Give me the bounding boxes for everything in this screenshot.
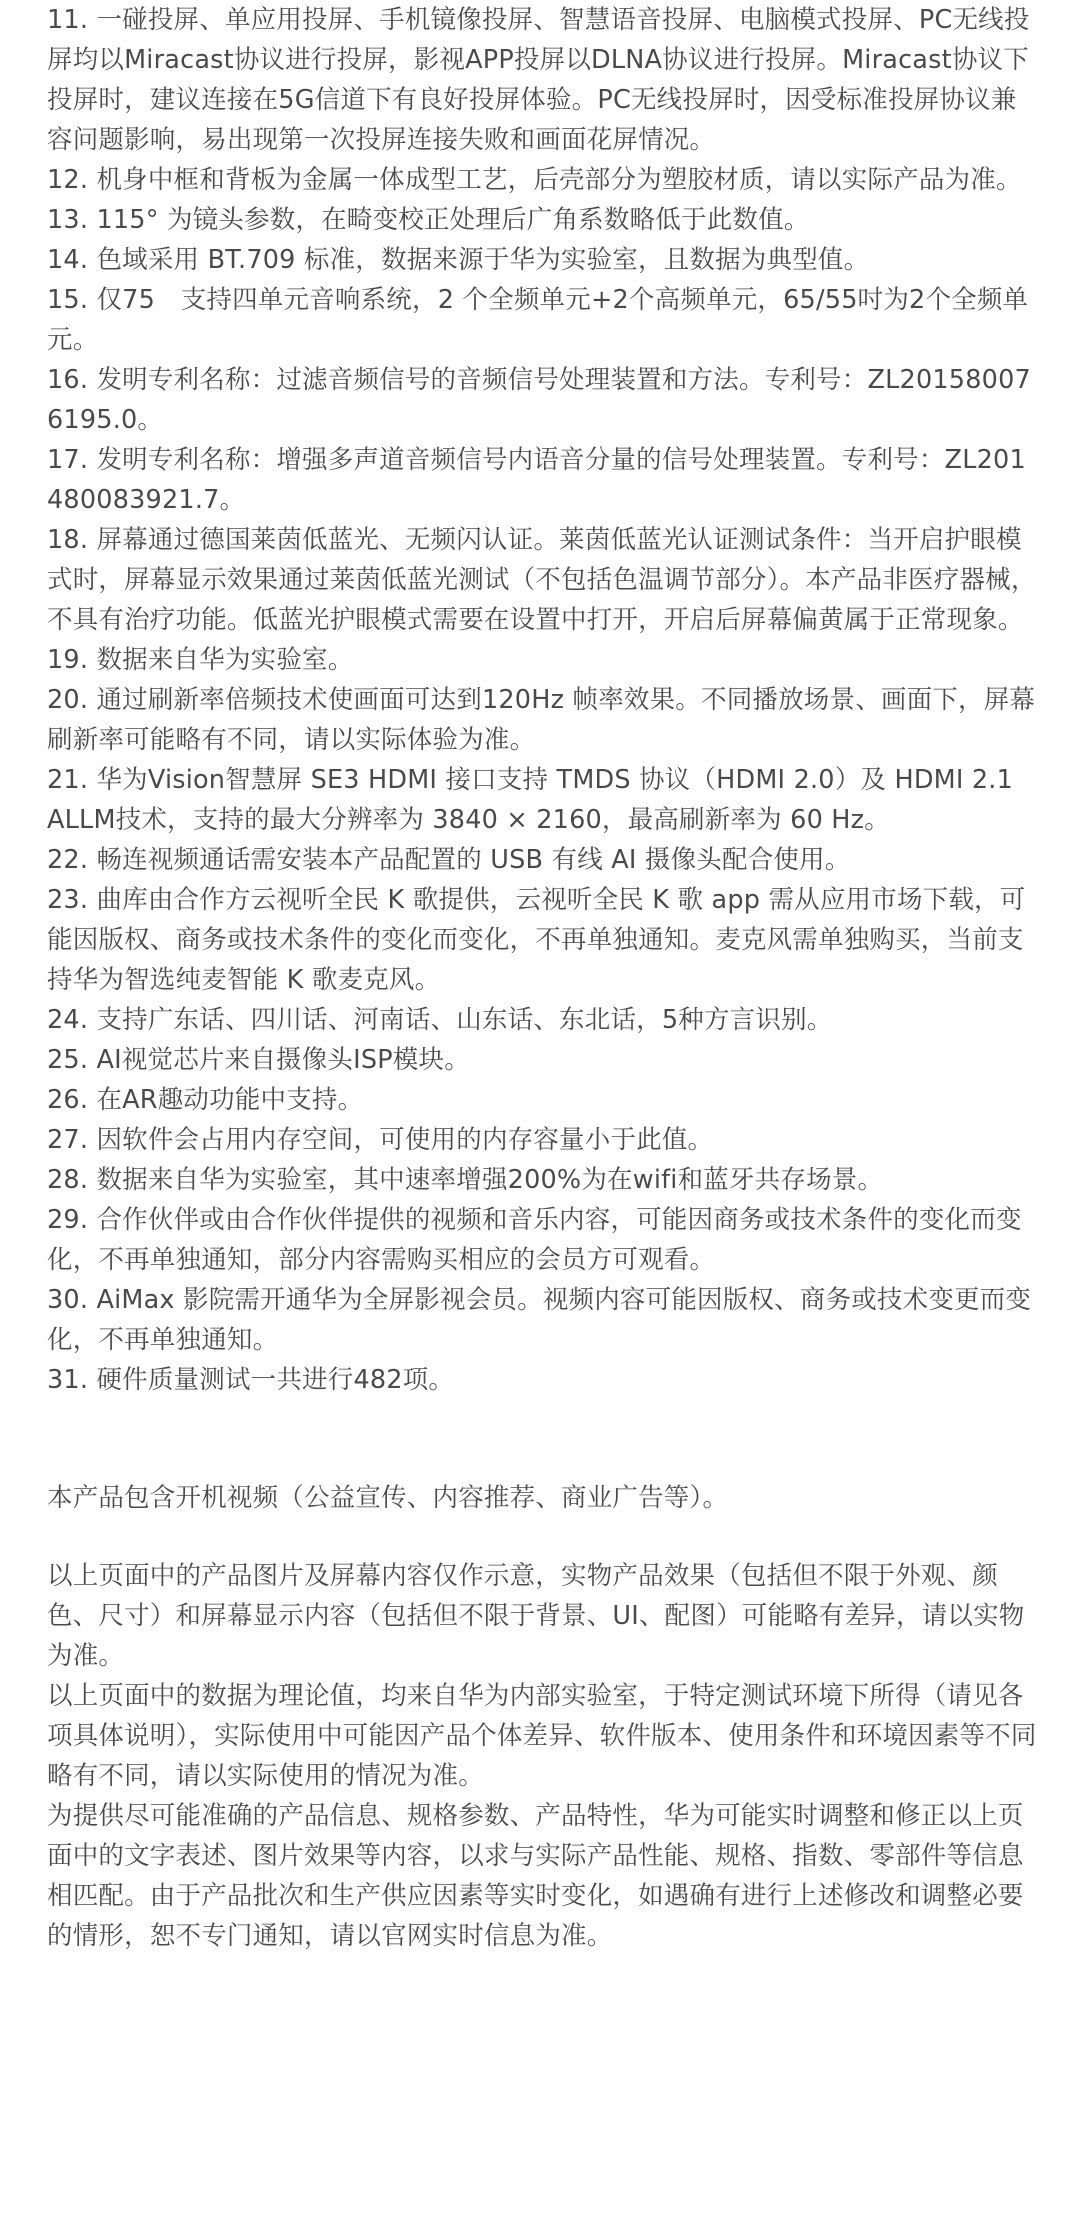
- footnote-23: 23. 曲库由合作方云视听全民 K 歌提供，云视听全民 K 歌 app 需从应用市场下载，可能因版权、商务或技术条件的变化而变化，不再单独通知。麦克风需单独购买，当前支持华为智选纯麦智能 K 歌麦克风。: [47, 885, 1026, 995]
- section-spacer: [47, 1400, 1037, 1478]
- disclaimer-images: 以上页面中的产品图片及屏幕内容仅作示意，实物产品效果（包括但不限于外观、颜色、尺寸）和屏幕显示内容（包括但不限于背景、UI、配图）可能略有差异，请以实物为准。: [47, 1561, 1025, 1671]
- footnote-24: 24. 支持广东话、四川话、河南话、山东话、东北话，5种方言识别。: [47, 1005, 833, 1035]
- footnote-29: 29. 合作伙伴或由合作伙伴提供的视频和音乐内容，可能因商务或技术条件的变化而变化，不再单独通知，部分内容需购买相应的会员方可观看。: [47, 1205, 1022, 1275]
- footnote-19: 19. 数据来自华为实验室。: [47, 645, 354, 675]
- footnote-28: 28. 数据来自华为实验室，其中速率增强200%为在wifi和蓝牙共存场景。: [47, 1165, 884, 1195]
- footnote-12: 12. 机身中框和背板为金属一体成型工艺，后壳部分为塑胶材质，请以实际产品为准。: [47, 165, 1022, 195]
- footnote-list: [47, 0, 1037, 1400]
- footnote-15: 15. 仅75 支持四单元音响系统，2 个全频单元+2个高频单元，65/55吋为2个全频单元。: [47, 285, 1029, 355]
- footnote-21: 21. 华为Vision智慧屏 SE3 HDMI 接口支持 TMDS 协议（HDMI 2.0）及 HDMI 2.1 ALLM技术，支持的最大分辨率为 3840 × 2160，最高刷新率为 60 Hz。: [47, 765, 1014, 835]
- disclaimer-updates: 为提供尽可能准确的产品信息、规格参数、产品特性，华为可能实时调整和修正以上页面中的文字表述、图片效果等内容，以求与实际产品性能、规格、指数、零部件等信息相匹配。由于产品批次和生产供应因素等实时变化，如遇确有进行上述修改和调整必要的情形，恕不专门通知，请以官网实时信息为准。: [47, 1801, 1024, 1951]
- boot-video-notice: 本产品包含开机视频（公益宣传、内容推荐、商业广告等）。: [47, 1483, 729, 1513]
- footnote-25: 25. AI视觉芯片来自摄像头ISP模块。: [47, 1045, 470, 1075]
- footnote-16: 16. 发明专利名称：过滤音频信号的音频信号处理装置和方法。专利号：ZL201580076195.0。: [47, 365, 1031, 435]
- paragraph-spacer: [47, 1518, 1037, 1556]
- disclaimer-data: 以上页面中的数据为理论值，均来自华为内部实验室，于特定测试环境下所得（请见各项具体说明），实际使用中可能因产品个体差异、软件版本、使用条件和环境因素等不同略有不同，请以实际使用的情况为准。: [47, 1681, 1037, 1791]
- footnote-22: 22. 畅连视频通话需安装本产品配置的 USB 有线 AI 摄像头配合使用。: [47, 845, 851, 875]
- footnote-17: 17. 发明专利名称：增强多声道音频信号内语音分量的信号处理装置。专利号：ZL201480083921.7。: [47, 445, 1026, 515]
- footnotes-page: [47, 0, 1037, 1956]
- footnote-20: 20. 通过刷新率倍频技术使画面可达到120Hz 帧率效果。不同播放场景、画面下，屏幕刷新率可能略有不同，请以实际体验为准。: [47, 685, 1036, 755]
- footnote-14: 14. 色域采用 BT.709 标准，数据来源于华为实验室，且数据为典型值。: [47, 245, 870, 275]
- footnote-11: 11. 一碰投屏、单应用投屏、手机镜像投屏、智慧语音投屏、电脑模式投屏、PC无线投屏均以Miracast协议进行投屏，影视APP投屏以DLNA协议进行投屏。Miracast协议下投屏时，建议连接在5G信道下有良好投屏体验。PC无线投屏时，因受标准投屏协议兼容问题影响，易出现第一次投屏连接失败和画面花屏情况。: [47, 5, 1030, 155]
- footnote-26: 26. 在AR趣动功能中支持。: [47, 1085, 364, 1115]
- footnote-30: 30. AiMax 影院需开通华为全屏影视会员。视频内容可能因版权、商务或技术变更而变化，不再单独通知。: [47, 1285, 1032, 1355]
- footnote-13: 13. 115° 为镜头参数，在畸变校正处理后广角系数略低于此数值。: [47, 205, 810, 235]
- footnote-18: 18. 屏幕通过德国莱茵低蓝光、无频闪认证。莱茵低蓝光认证测试条件：当开启护眼模式时，屏幕显示效果通过莱茵低蓝光测试（不包括色温调节部分）。本产品非医疗器械，不具有治疗功能。低蓝光护眼模式需要在设置中打开，开启后屏幕偏黄属于正常现象。: [47, 525, 1037, 635]
- footnote-31: 31. 硬件质量测试一共进行482项。: [47, 1365, 455, 1395]
- footnote-27: 27. 因软件会占用内存空间，可使用的内存容量小于此值。: [47, 1125, 714, 1155]
